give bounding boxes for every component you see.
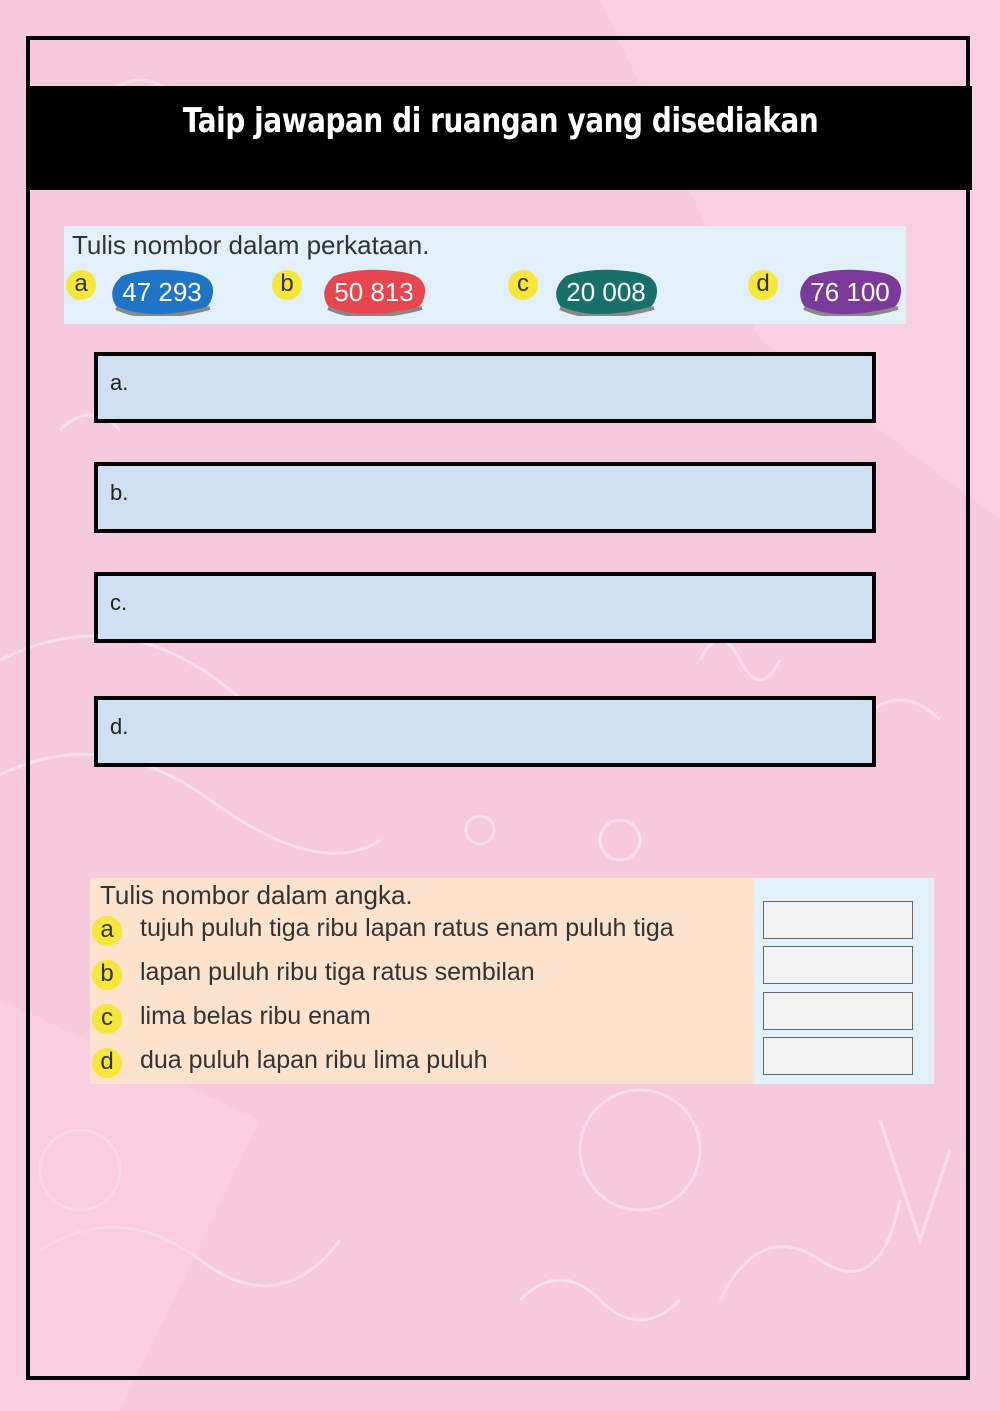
section2-instruction: Tulis nombor dalam angka. xyxy=(100,880,413,910)
section1-instruction: Tulis nombor dalam perkataan. xyxy=(72,230,430,260)
answer-field-c[interactable] xyxy=(94,572,876,643)
number-blob-b xyxy=(322,268,426,316)
item-badge-b: b xyxy=(92,960,122,990)
item-badge-d: d xyxy=(92,1048,122,1078)
answer-label-b: b. xyxy=(110,480,129,505)
page-header xyxy=(30,86,972,190)
number-input-c[interactable] xyxy=(763,992,913,1030)
answer-label-c: c. xyxy=(110,590,128,615)
item-text-d: dua puluh lapan ribu lima puluh xyxy=(140,1046,488,1074)
letter-badge-c: c xyxy=(508,270,538,300)
item-badge-c: c xyxy=(92,1004,122,1034)
number-input-d[interactable] xyxy=(763,1037,913,1075)
words-to-number-panel xyxy=(90,878,754,1084)
page-title: Taip jawapan di ruangan yang disediakan xyxy=(183,101,819,141)
number-blob-c xyxy=(554,268,658,316)
letter-badge-a: a xyxy=(66,270,96,300)
number-d: 76 100 xyxy=(810,277,890,307)
number-c: 20 008 xyxy=(566,277,646,307)
number-blob-a xyxy=(110,268,214,316)
answer-field-d[interactable] xyxy=(94,696,876,767)
answer-field-a[interactable] xyxy=(94,352,876,423)
number-input-a[interactable] xyxy=(763,901,913,939)
number-blob-d xyxy=(798,268,902,316)
answer-label-a: a. xyxy=(110,370,129,395)
item-text-b: lapan puluh ribu tiga ratus sembilan xyxy=(140,958,535,986)
number-input-b[interactable] xyxy=(763,946,913,984)
letter-badge-d: d xyxy=(748,270,778,300)
number-a: 47 293 xyxy=(122,277,202,307)
answer-label-d: d. xyxy=(110,714,129,739)
item-badge-a: a xyxy=(92,916,122,946)
number-b: 50 813 xyxy=(334,277,414,307)
answer-field-b[interactable] xyxy=(94,462,876,533)
number-to-words-panel xyxy=(64,226,906,324)
item-text-a: tujuh puluh tiga ribu lapan ratus enam puluh tiga xyxy=(140,914,674,942)
letter-badge-b: b xyxy=(272,270,302,300)
item-text-c: lima belas ribu enam xyxy=(140,1002,371,1030)
